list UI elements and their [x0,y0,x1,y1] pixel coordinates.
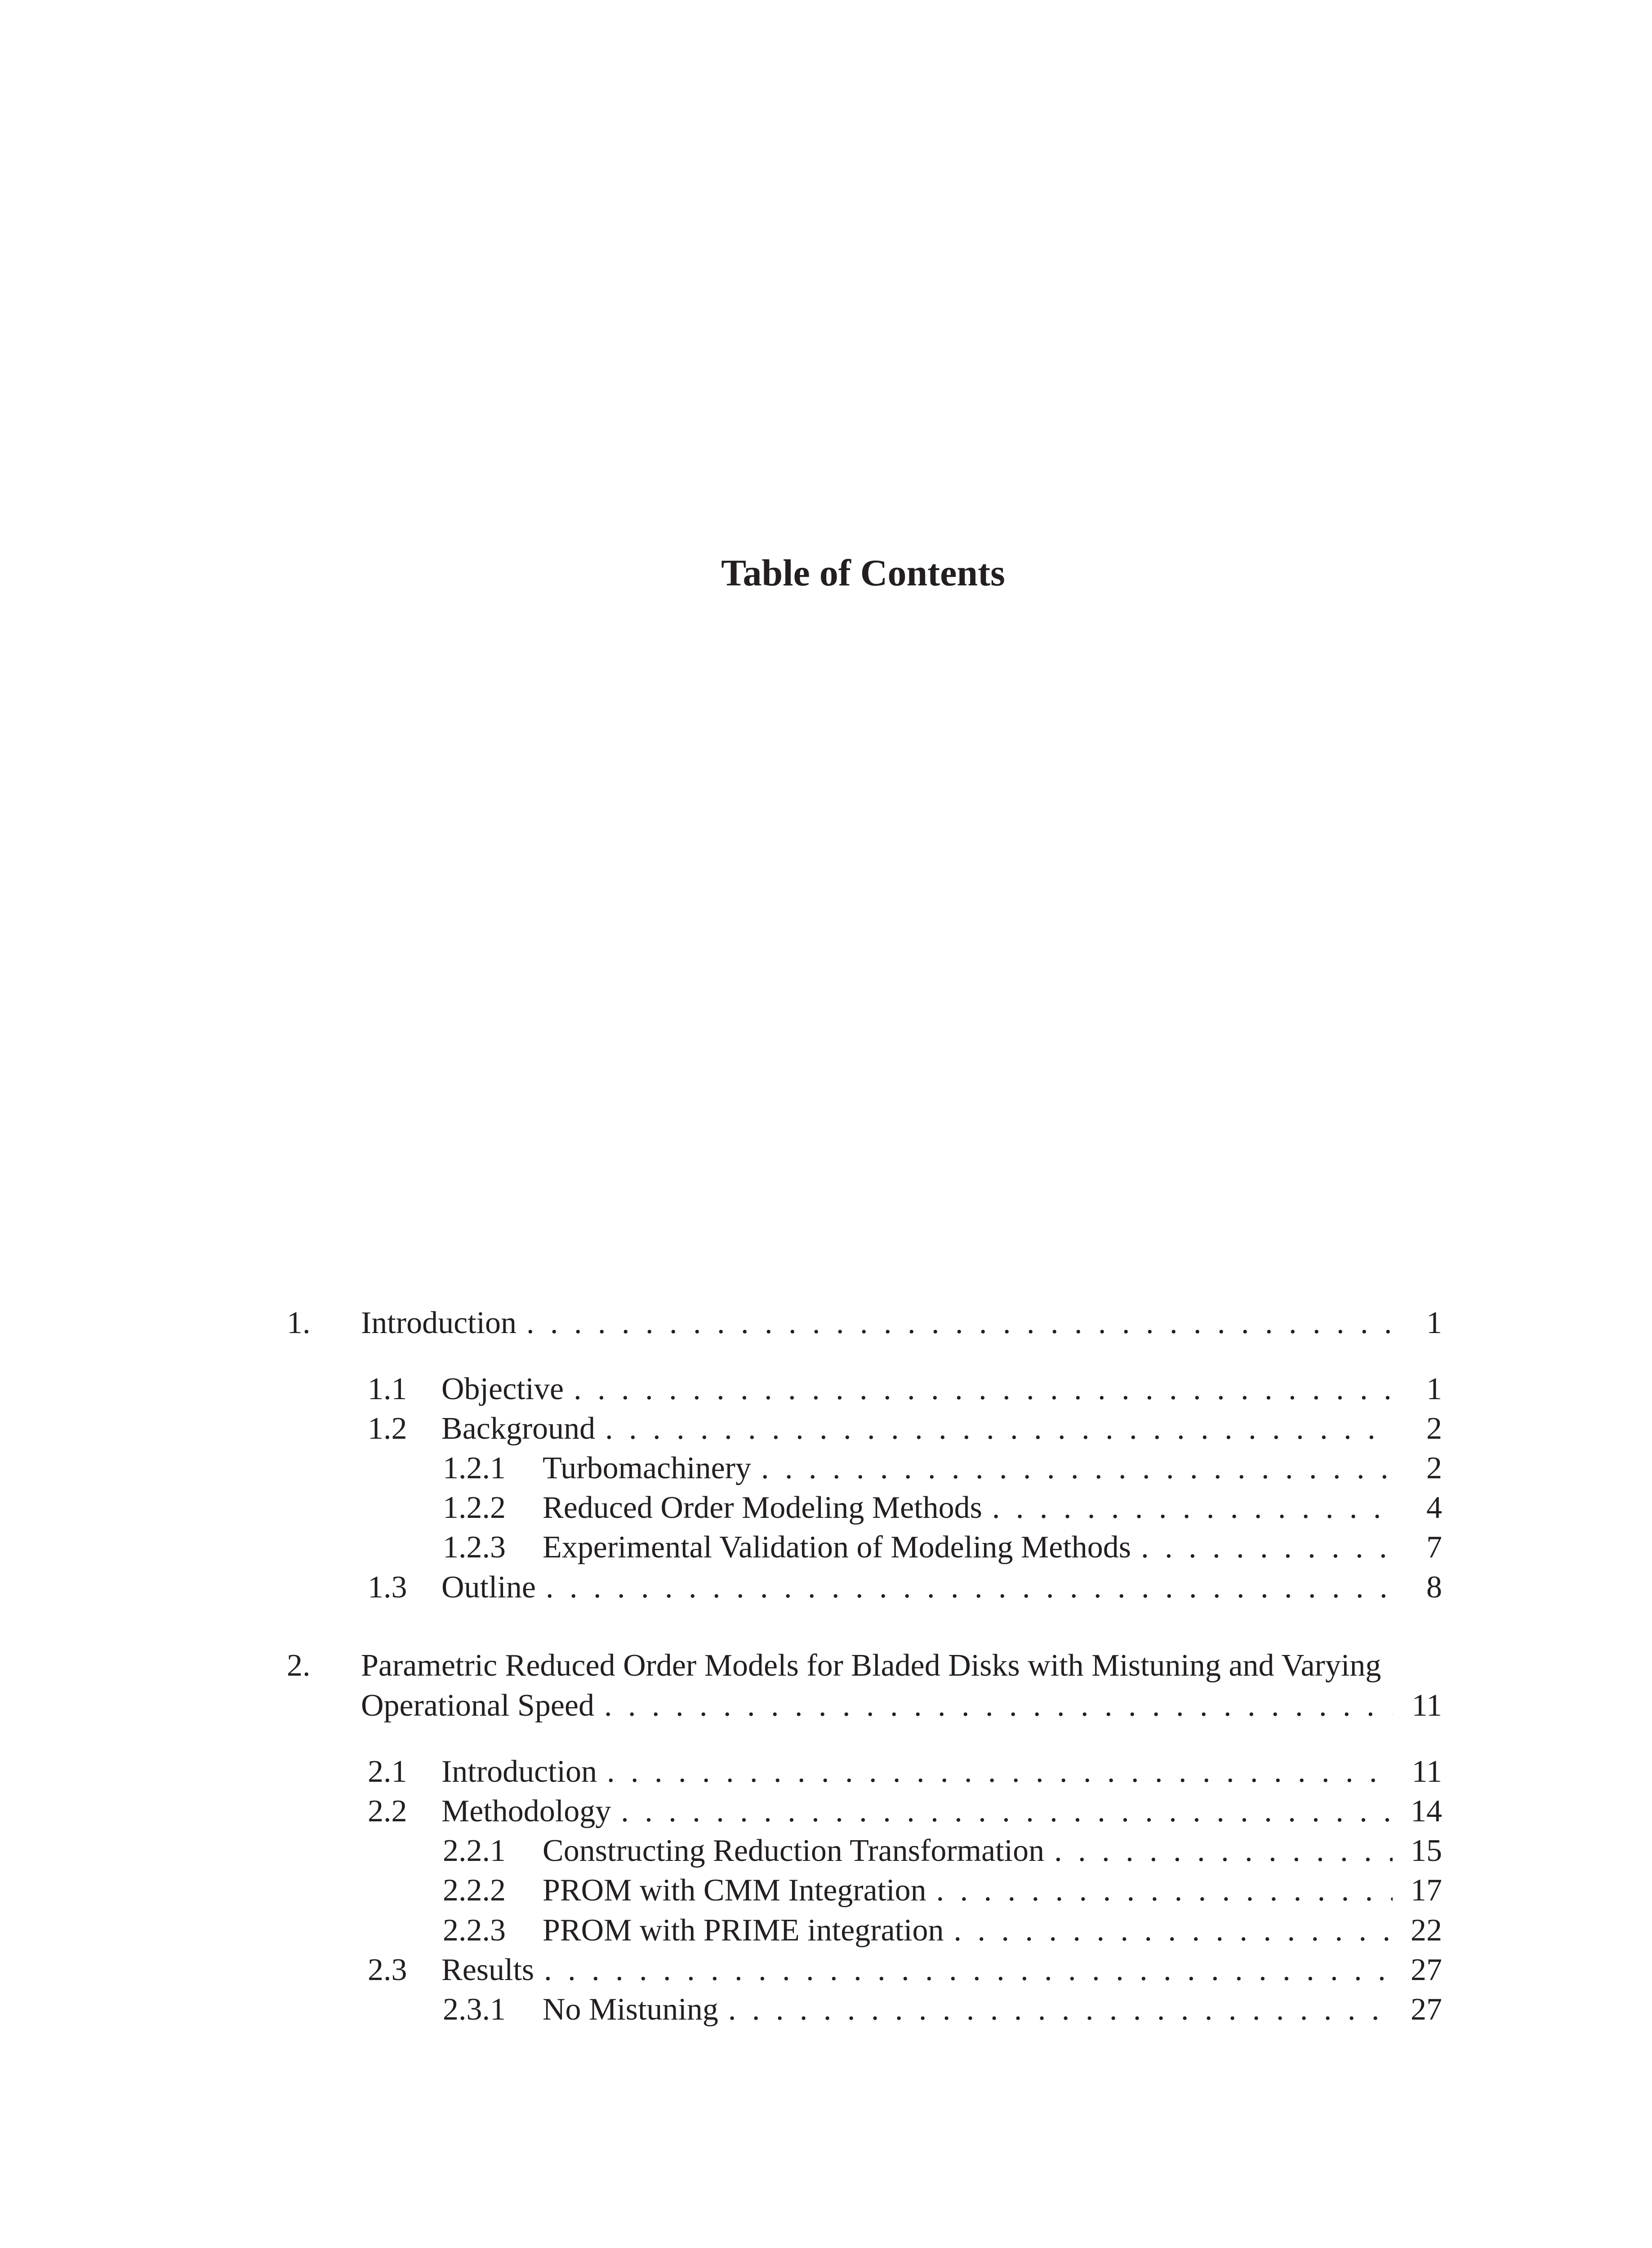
toc-entry-number: 2.3.1 [443,1992,506,2027]
dot-leader [992,1488,1393,1528]
toc-entry-section-1-2[interactable] [0,1409,1652,1449]
toc-entry-title: Background [441,1411,596,1446]
toc-entry-number: 1.3 [368,1570,407,1605]
toc-entry-title: Introduction [441,1754,597,1789]
toc-entry-title: PROM with CMM Integration [543,1873,926,1908]
toc-entry-title: Methodology [441,1794,611,1829]
toc-entry-number: 2.1 [368,1754,407,1789]
dot-leader [526,1303,1393,1343]
toc-entry-page: 27 [1411,1953,1442,1987]
toc-entry-number: 2.2.3 [443,1913,506,1948]
toc-entry-subsection-1-2-2[interactable] [0,1488,1652,1528]
toc-entry-subsection-2-2-3[interactable] [0,1910,1652,1951]
toc-entry-page: 11 [1412,1754,1442,1789]
toc-entry-title: No Mistuning [543,1992,718,2027]
toc-entry-page: 14 [1411,1794,1442,1829]
toc-entry-number: 2.2.1 [443,1833,506,1868]
dot-leader [607,1752,1393,1792]
toc-entry-page: 2 [1426,1451,1442,1485]
toc-entry-number: 2.2.2 [443,1873,506,1908]
toc-entry-subsection-2-2-1[interactable] [0,1831,1652,1871]
toc-entry-section-2-3[interactable] [0,1950,1652,1990]
toc-entry-section-2-2[interactable] [0,1791,1652,1832]
toc-entry-subsection-1-2-1[interactable] [0,1448,1652,1489]
toc-entry-title: Turbomachinery [543,1451,752,1485]
toc-entry-subsection-2-2-2[interactable] [0,1870,1652,1911]
toc-entry-title: Operational Speed [361,1688,594,1723]
toc-entry-page: 11 [1412,1688,1442,1723]
dot-leader [936,1870,1393,1911]
toc-entry-title: Experimental Validation of Modeling Methods [543,1530,1131,1565]
toc-entry-number: 1.2.1 [443,1451,506,1485]
toc-entry-page: 1 [1426,1306,1442,1340]
dot-leader [728,1989,1393,2030]
toc-entry-title: Introduction [361,1306,517,1340]
toc-entry-number: 1. [287,1306,311,1340]
toc-entry-page: 22 [1411,1913,1442,1948]
toc-entry-section-2-1[interactable] [0,1752,1652,1792]
toc-entry-page: 2 [1426,1411,1442,1446]
toc-entry-subsection-2-3-1[interactable] [0,1989,1652,2030]
toc-entry-chapter-2[interactable] [0,1646,1652,1726]
toc-entry-number: 1.2.2 [443,1490,506,1525]
toc-entry-page: 15 [1411,1833,1442,1868]
toc-entry-section-1-3[interactable] [0,1567,1652,1608]
dot-leader [546,1567,1393,1608]
dot-leader [574,1369,1393,1409]
toc-entry-title: Constructing Reduction Transformation [543,1833,1045,1868]
toc-entry-page: 4 [1426,1490,1442,1525]
page-title: Table of Contents [721,552,1005,594]
toc-entry-page: 1 [1426,1372,1442,1406]
dot-leader [621,1791,1393,1832]
toc-entry-page: 8 [1426,1570,1442,1605]
toc-entry-title: Outline [441,1570,536,1605]
dot-leader [954,1910,1393,1951]
toc-entry-title: Objective [441,1372,564,1406]
toc-entry-title: Reduced Order Modeling Methods [543,1490,982,1525]
toc-entry-number: 2. [287,1648,311,1683]
toc-entry-number: 1.2 [368,1411,407,1446]
toc-entry-number: 2.3 [368,1953,407,1987]
toc-entry-chapter-1[interactable] [0,1303,1652,1343]
dot-leader [1141,1527,1393,1568]
toc-entry-title: PROM with PRIME integration [543,1913,944,1948]
toc-entry-number: 1.2.3 [443,1530,506,1565]
toc-entry-subsection-1-2-3[interactable] [0,1527,1652,1568]
toc-entry-page: 27 [1411,1992,1442,2027]
toc-entry-number: 1.1 [368,1372,407,1406]
toc-entry-title: Results [441,1953,534,1987]
dot-leader [544,1950,1393,1990]
dot-leader [604,1686,1393,1726]
dot-leader [605,1409,1393,1449]
toc-entry-page: 7 [1426,1530,1442,1565]
toc-entry-number: 2.2 [368,1794,407,1829]
dot-leader [1054,1831,1393,1871]
toc-entry-title-line1: Parametric Reduced Order Models for Bladed Disks with Mistuning and Varying [361,1648,1381,1683]
toc-entry-page: 17 [1411,1873,1442,1908]
dot-leader [761,1448,1393,1489]
toc-entry-section-1-1[interactable] [0,1369,1652,1409]
